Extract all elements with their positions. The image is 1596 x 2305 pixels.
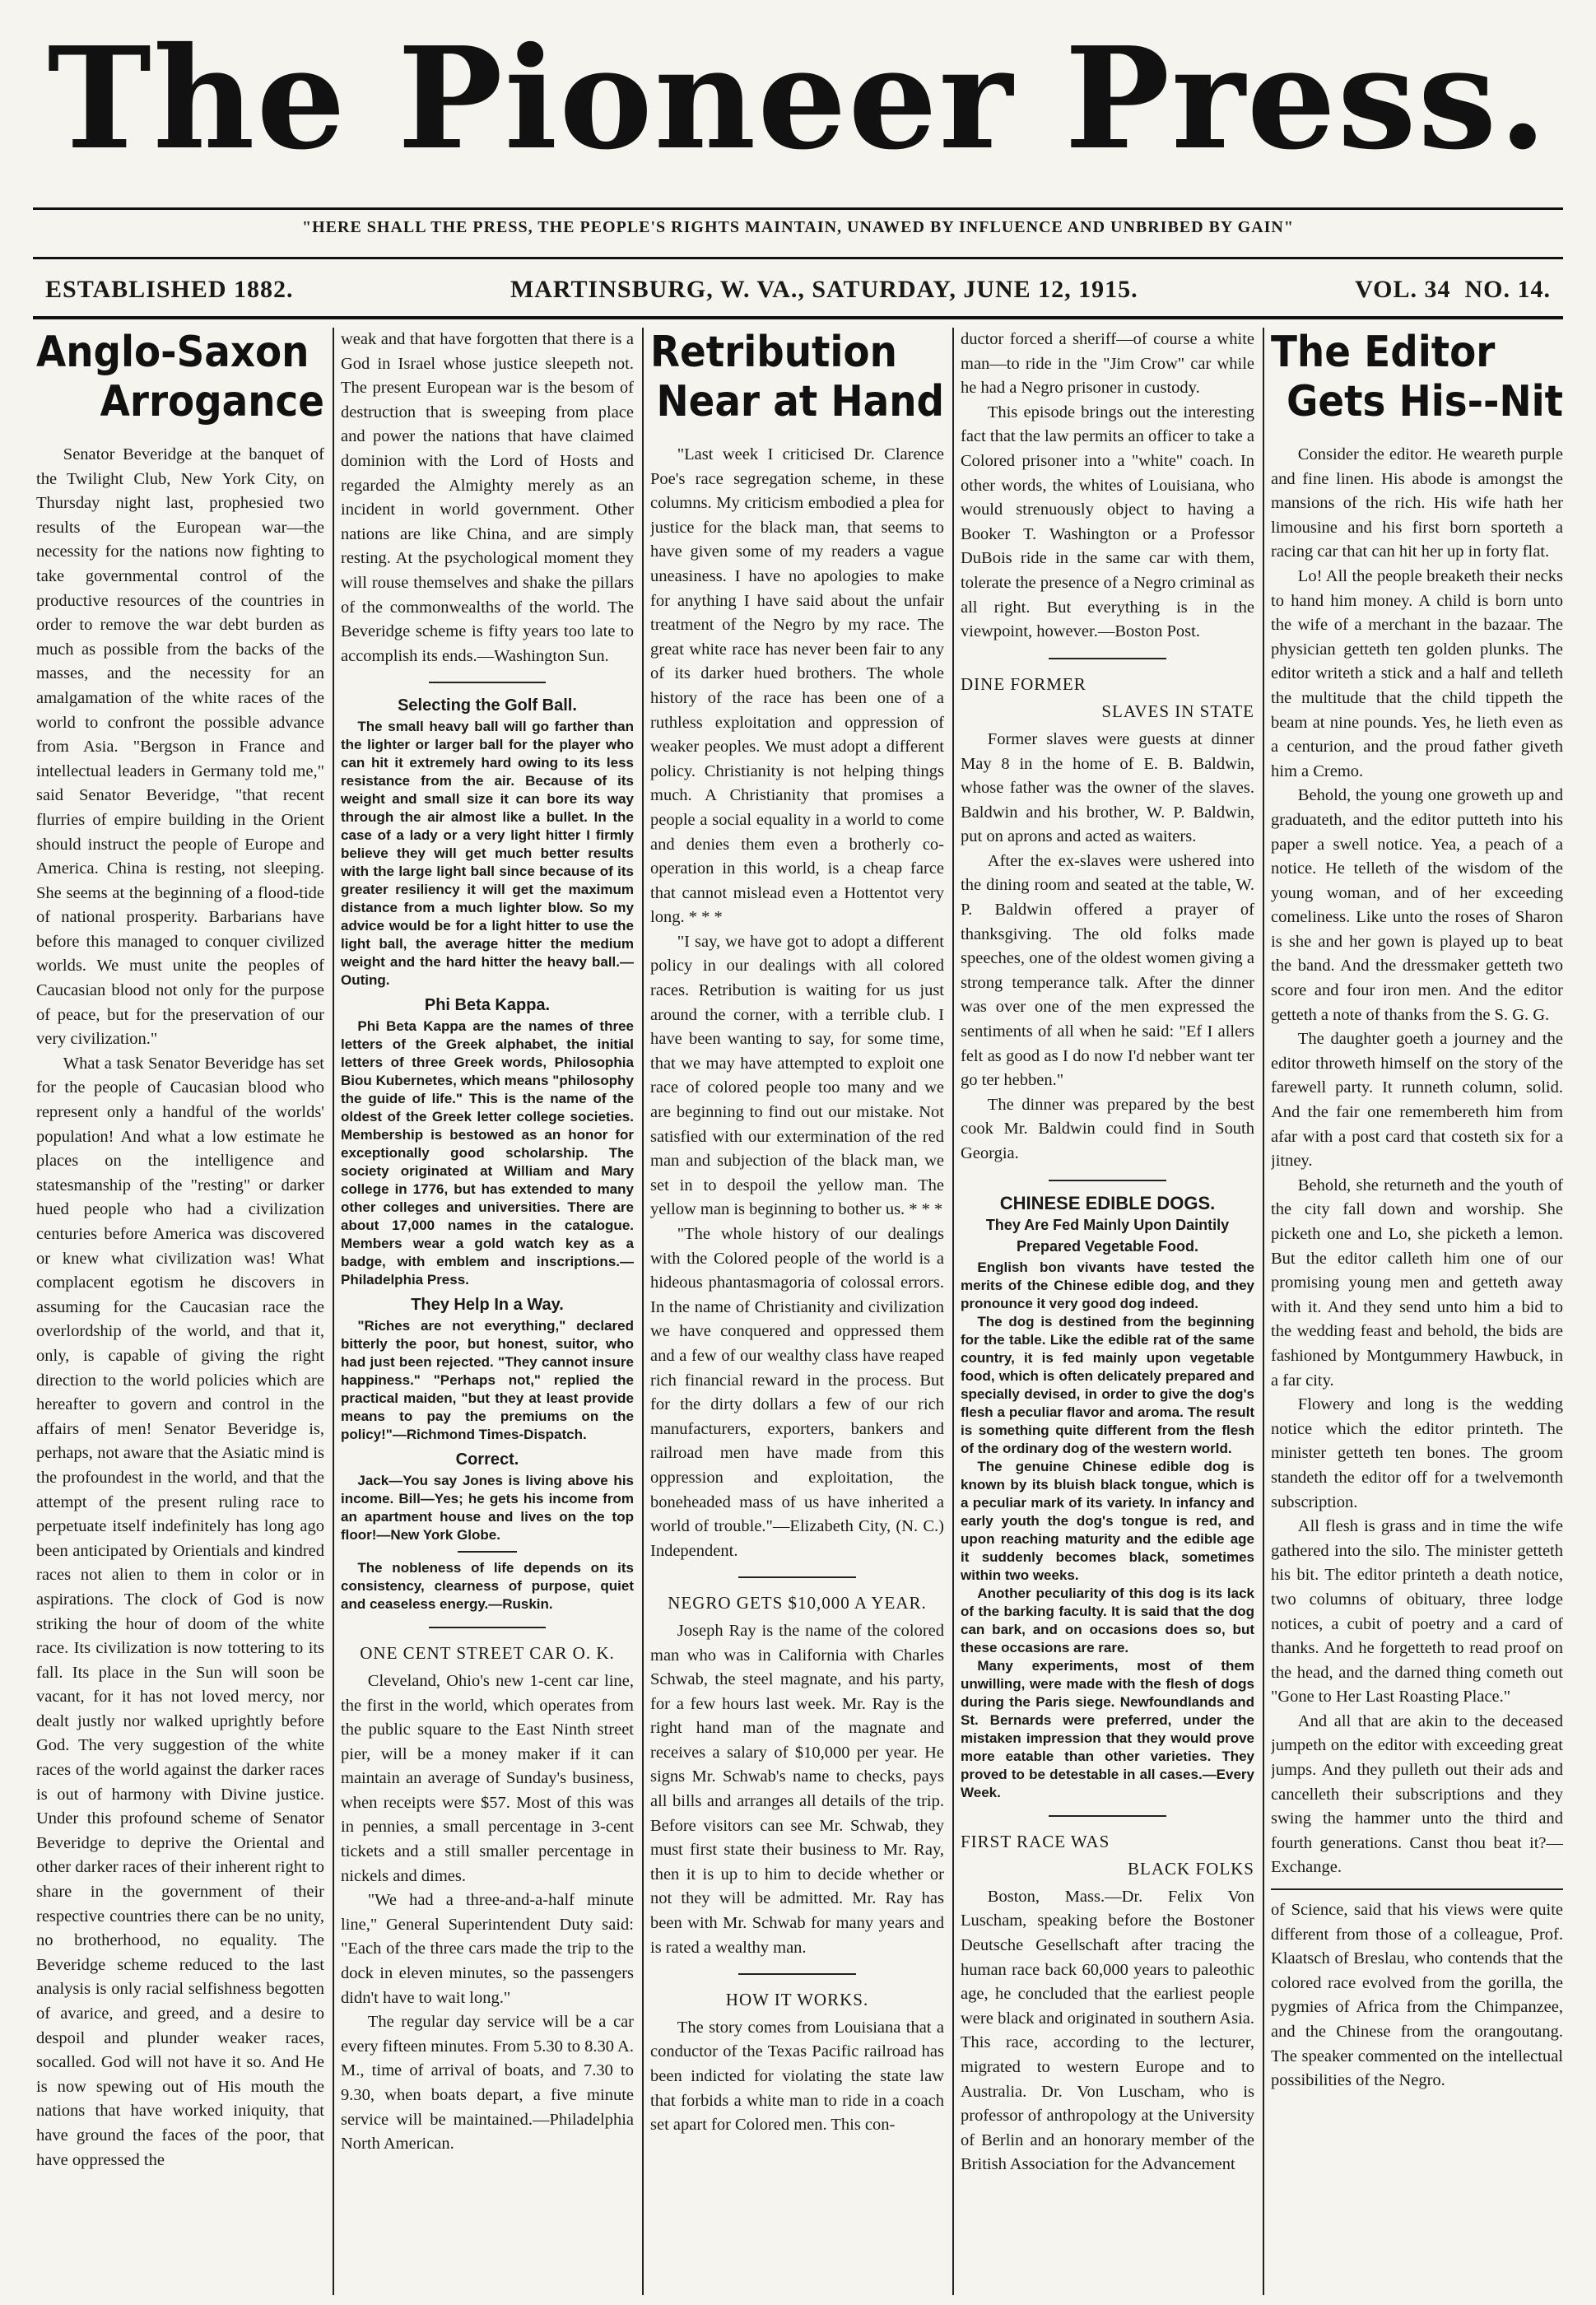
dogs-subtitle-line1: They Are Fed Mainly Upon Daintily [985, 1216, 1230, 1233]
article-paragraph: Senator Beveridge at the banquet of the Twilight Club, New York City, on Thursday night last, prophesied two results of the European war—the necessity for the nations now fighting to take governmental control of the productive resources of the countries in order to remove the war debt burden as much as possible from the backs of the masses, and the necessity for an amalgamation of the white races of the world to confront the possible advance from Asia. "Bergson in France and intellectual leaders in Germany told me," said Senator Beveridge, "that recent flurries of empire building in the Orient should instruct the people of Europe and America. China is resting, not sleeping. She seems at the beginning of a flood-tide of national prosperity. Barbarians have before this managed to conquer civilized worlds. We must unite the peoples of Caucasian blood not only for the purpose of peace, but for the preservation of our very civilization." [36, 445, 324, 1049]
article-paragraph: This episode brings out the interesting fact that the law permits an officer to take a Colored prisoner into a "white" coach. In other words, the whites of Louisiana, who would strenuously object to having a Booker T. Washington or a Professor DuBois ride in the same car with them, tolerate the presence of a Negro criminal as all right. But everything is in the viewpoint, however.—Boston Post. [961, 403, 1254, 641]
article-paragraph: Flowery and long is the wedding notice which the editor printeth. The minister getteth ten bones. The groom standeth the editor off for a twelvemonth subscription. [1271, 1395, 1563, 1511]
article-paragraph: And all that are akin to the deceased jumpeth on the editor with exceeding great jumps. And they pulleth out their ads and cancelleth their subscriptions and they swing the hammer unto the third and fourth generations. Canst thou beat it?—Exchange. [1271, 1711, 1563, 1877]
dogs-paragraph: English bon vivants have tested the merits of the Chinese edible dog, and they pronounce it very good dog indeed. [961, 1259, 1254, 1311]
article-paragraph: What a task Senator Beveridge has set for the people of Caucasian blood who represent only a handful of the worlds' population! And what a low estimate he places on the intelligence and statesmanship of the "resting" or darker hued people who had a civilization centuries before America was discovered or knew what civilization was! What complacent egotism he discovers in assuming for the Caucasian race the overlordship of the world, and that it, only, is capable of giving the right direction to the world policies which are hereafter to govern and control in the affairs of men! Senator Beveridge is, perhaps, not aware that the Asiatic mind is the profoundest in the world, and that the attempt of the present ruling race to perpetuate itself indefinitely has long ago been anticipated by Orientials and kindred races not alien to them in color or in aspirations. The clock of God is now striking the hour of doom of the white race. Its civilization is now tottering to its fall. Its place in the Sun will soon be vacant, for it has not loved mercy, nor dealt justly nor walked uprightly before God. The very suggestion of the white races of the world against the darker races is out of harmony with Divine justice. Under this profound scheme of Senator Beveridge to deprive the Oriental and other darker races of their inherent right to share in the government of their respective countries there can be no unity, no brotherhood, no equality. The Beveridge scheme reduced to the last analysis is only racial selfishness begotten of avarice, and greed, and a desire to despoil and plunder weaker races, socalled. God will not have it so. And He is now spewing out of His mouth the nations that have worked iniquity, that have ground the faces of the poor, that have oppressed the [36, 1054, 324, 2169]
article-paragraph: "I say, we have got to adopt a different policy in our dealings with all colored races. Retribution is waiting for us just around the corner, with a terrible club. I have been wanting to say, for some time, that we may have attempted to exploit one race of colored people too many and we are beginning to find out our mistake. Not satisfied with our extermination of the red man and subjection of the black man, we set in to despoil the yellow man. The yellow man is beginning to bother us. * * * [650, 932, 944, 1219]
dine-title-line2: SLAVES IN STATE [1101, 701, 1254, 722]
dine-title-line1: DINE FORMER [961, 673, 1086, 694]
article-paragraph: Former slaves were guests at dinner May 8 in the home of E. B. Baldwin, whose father was the owner of the slaves. Baldwin and his brother, W. P. Baldwin, put on aprons and acted as waiters. [961, 729, 1254, 846]
section-rule [738, 1973, 856, 1975]
newspaper-title: The Pioneer Press. [47, 16, 1549, 181]
correct-title: Correct. [455, 1451, 519, 1469]
section-rule [429, 1627, 546, 1628]
section-rule [1271, 1888, 1563, 1890]
column-4 [961, 328, 1254, 2287]
section-rule [738, 1576, 856, 1578]
dogs-title: CHINESE EDIBLE DOGS. [999, 1192, 1216, 1213]
street-car-title: ONE CENT STREET CAR O. K. [360, 1643, 615, 1664]
article-paragraph: Boston, Mass.—Dr. Felix Von Luscham, speaking before the Bostoner Deutsche Gesellschaft after tracing the human race back 60,000 years to paleothic age, he concluded that the earliest people were black and originated in southern Asia. This race, according to the lecturer, migrated to western Europe and to Australia. Dr. Von Luscham, who is professor of anthropology at the University of Berlin and an honorary member of the British Association for the Advancement [961, 1887, 1254, 2174]
column-divider [642, 328, 644, 2295]
correct-text: Jack—You say Jones is living above his income. Bill—Yes; he gets his income from an apartment house and lives on the top floor!—New York Globe. [341, 1473, 634, 1544]
golf-item [341, 696, 634, 1614]
volume: VOL. 34 [1355, 276, 1451, 303]
pbk-text: Phi Beta Kappa are the names of three letters of the Greek alphabet, the initial letters of three Greek words, Philosophia Biou Kubernetes, which means "philosophy the guide of life." This is the name of the oldest of the Greek letter college societies. Membership is bestowed as an honor for exceptionally good scholarship. The society originated at William and Mary college in 1776, but has extended to many other colleges and universities. There are about 17,000 names in the catalogue. Members wear a gold watch key as a badge, with emblem and inscriptions.—Philadelphia Press. [341, 1018, 634, 1288]
column-2 [341, 328, 634, 2287]
article-paragraph: Joseph Ray is the name of the colored man who was in California with Charles Schwab, the steel magnate, and his party, for a few hours last week. Mr. Ray is the right hand man of the magnate and receives a salary of $10,000 per year. He signs Mr. Schwab's name to checks, pays all bills and arranges all details of the trip. Before visitors can see Mr. Schwab, they must first state their business to Mr. Ray, then it is up to him to decide whether or not they will be admitted. Mr. Ray has been with Mr. Schwab for many years and is rated a wealthy man. [650, 1621, 944, 1957]
column-3 [650, 328, 944, 2287]
golf-text: The small heavy ball will go farther than the lighter or larger ball for the player who can hit it extremely hard owing to its less resistance from the air. Because of its weight and small size it can bore its way through the air almost like a bullet. In the case of a lady or a very light hitter I firmly believe they will get much better results with the large light ball since because of its greater resiliency it will get the maximum distance from a much lighter blow. So my advice would be for a light hitter to use the light ball, the average hitter the medium weight and the hard hitter the heavy ball.—Outing. [341, 719, 634, 989]
headline-gets-his-nit: Gets His--Nit [1286, 377, 1563, 426]
section-rule [429, 682, 546, 683]
dateline [45, 272, 1551, 308]
headline-retribution: Retribution [650, 328, 897, 377]
how-it-works-title: HOW IT WORKS. [725, 1990, 869, 2010]
race-title-line1: FIRST RACE WAS [961, 1831, 1110, 1851]
article-continuation: ductor forced a sheriff—of course a white man—to ride in the "Jim Crow" car while he had a Negro prisoner in custody. [961, 330, 1254, 398]
race-title-line2: BLACK FOLKS [1128, 1859, 1254, 1879]
article-paragraph: "We had a three-and-a-half minute line," General Superintendent Duty said: "Each of the three cars made the trip to the dock in eleven minutes, so the passengers didn't have to wait long." [341, 1891, 634, 2007]
dogs-paragraph: Many experiments, most of them unwilling, were made with the flesh of dogs during the Paris siege. Newfoundlands and St. Bernards were preferred, under the mistaken impression that they would prove more eatable than other varieties. They proved to be detestable in all cases.—Every Week. [961, 1657, 1254, 1800]
place-date: MARTINSBURG, W. VA., SATURDAY, JUNE 12, 1915. [510, 276, 1138, 303]
dogs-subtitle-line2: Prepared Vegetable Food. [1016, 1237, 1199, 1255]
article-paragraph: Cleveland, Ohio's new 1-cent car line, the first in the world, which operates from the public square to the East Ninth street pier, will be a money maker if it can maintain an average of Sunday's business, when receipts were $57. Most of this was in pennies, a small percentage in 3-cent tickets and a still smaller percentage in nickels and dimes. [341, 1671, 634, 1885]
column-5 [1271, 328, 1563, 2287]
article-continuation: of Science, said that his views were quite different from those of a colleague, Prof. Klaatsch of Breslau, who contends that the colored race evolved from the gorilla, the pygmies of Africa from the Chimpanzee, and the Chinese from the orangoutang. The speaker commented on the intellectual possibilities of the Negro. [1271, 1901, 1563, 2090]
headline-near-at-hand: Near at Hand [656, 377, 944, 426]
dogs-paragraph: The genuine Chinese edible dog is known by its bluish black tongue, which is a peculiar mark of its variety. In infancy and early youth the dog's tongue is red, and upon reaching maturity and the edible age it suddenly becomes black, sometimes within two weeks. [961, 1458, 1254, 1583]
article-paragraph: "The whole history of our dealings with the Colored people of the world is a hideous phantasmagoria of colossal errors. In the name of Christianity and civilization we have conquered and oppressed them and a few of our wealthy class have reaped rich financial reward in the process. But for the dirty dollars a few of our rich manufacturers, exporters, bankers and railroad men have made from this oppression and exploitation, the boneheaded mass of us have inherited a world of trouble."—Elizabeth City, (N. C.) Independent. [650, 1225, 944, 1560]
ruskin-text: The nobleness of life depends on its consistency, clearness of purpose, quiet and ceaseless energy.—Ruskin. [341, 1560, 634, 1613]
headline-arrogance: Arrogance [100, 377, 324, 426]
help-title: They Help In a Way. [411, 1296, 564, 1315]
section-rule [458, 1551, 516, 1553]
motto-rule [33, 257, 1563, 259]
headline-anglo-saxon: Anglo-Saxon [36, 328, 309, 377]
masthead-rule [33, 207, 1563, 210]
column-divider [1263, 328, 1264, 2295]
dateline-rule [33, 316, 1563, 319]
headline-the-editor: The Editor [1271, 328, 1496, 377]
article-paragraph: After the ex-slaves were ushered into the dining room and seated at the table, W. P. Baldwin offered a prayer of thanksgiving. The old folks made speeches, one of the oldest women giving a strong temperance talk. After the dinner was over one of the men expressed the sentiments of all when he said: "Ef I allers felt as good as I do now I'd nebber want ter go ter hebben." [961, 851, 1254, 1090]
article-paragraph: The daughter goeth a journey and the editor throweth himself on the story of the farewell party. It runneth column, solid. And the fair one remembereth him from afar with a post card that costeth six for a jitney. [1271, 1030, 1563, 1171]
section-rule [1049, 658, 1166, 659]
article-paragraph: Lo! All the people breaketh their necks to hand him money. A child is born unto the wife of a merchant in the bazaar. The physician getteth ten golden plunks. The editor writeth a stick and a half and telleth the multitude that the child tippeth the beam at nine pounds. Yes, he lieth even as a centurion, and the proud father giveth him a Cremo. [1271, 566, 1563, 780]
dogs-paragraph: Another peculiarity of this dog is its lack of the barking faculty. It is said that the dog can bark, and on occasions does so, but these occasions are rare. [961, 1585, 1254, 1655]
article-paragraph: The dinner was prepared by the best cook Mr. Baldwin could find in South Georgia. [961, 1095, 1254, 1162]
article-paragraph: "Last week I criticised Dr. Clarence Poe's race segregation scheme, in these columns. My criticism embodied a plea for justice for the black man, that seems to have given some of my readers a vague uneasiness. I have no apologies to make for anything I have said about the unfair treatment of the Negro by my race. The great white race has never been fair to any of its darker hued brothers. The whole history of the race has been one of a ruthless exploitation and oppression of weaker peoples. We must adopt a different policy. Christianity is not helping things much. A Christianity that promises a people a social equality in a world to come and denies them even a brotherly co-operation in this world, is a cheap farce that cannot mislead even a Hottentot very long. * * * [650, 445, 944, 927]
column-divider [333, 328, 334, 2295]
article-paragraph: The story comes from Louisiana that a conductor of the Texas Pacific railroad has been indicted for violating the state law that forbids a white man to ride in a coach set apart for Colored men. This con- [650, 2018, 944, 2135]
article-continuation: weak and that have forgotten that there is a God in Israel whose justice sleepeth not. The present European war is the besom of destruction that is sweeping from place and power the nations that have claimed dominion with the Lord of Hosts and regarded the Almighty merely as an incident in world government. Other nations are like China, and are simply resting. At the psychological moment they will rouse themselves and shake the pillars of the commonwealths of the world. The Beveridge scheme is fifty years too late to accomplish its ends.—Washington Sun. [341, 330, 634, 665]
volume-number [1355, 276, 1551, 304]
golf-title: Selecting the Golf Ball. [398, 696, 577, 715]
section-rule [1049, 1180, 1166, 1181]
article-paragraph: The regular day service will be a car every fifteen minutes. From 5.30 to 8.30 A. M., time of arrival of boats, and 7.30 to 9.30, when boats depart, a five minute service will be maintained.—Philadelphia North American. [341, 2013, 634, 2154]
article-paragraph: Behold, the young one groweth up and graduateth, and the editor putteth into his paper a swell notice. Yea, a peach of a notice. He telleth of the wisdom of the young woman, and of her exceeding comeliness. Like unto the roses of Sharon is she and her gown is played up to beat the band. And the dressmaker getteth two score and four iron men. And the editor getteth a note of thanks from the S. G. G. [1271, 786, 1563, 1024]
dogs-paragraph: The dog is destined from the beginning for the table. Like the edible rat of the same country, it is fed mainly upon vegetable food, which is often delicately prepared and specially devised, in order to give the dog's flesh a peculiar flavor and aroma. The result is something quite different from the flesh of the ordinary dog of the western world. [961, 1313, 1254, 1456]
established: ESTABLISHED 1882. [45, 276, 294, 303]
dogs-item [961, 1194, 1254, 1802]
pbk-title: Phi Beta Kappa. [424, 996, 551, 1015]
section-rule [1049, 1815, 1166, 1817]
article-paragraph: Behold, she returneth and the youth of the city fall down and worship. She picketh one and Lo, she picketh a lemon. But the editor calleth him one of our promising young men and getteth away with it. And they send unto him a bid to the wedding feast and behold, the bids are fashioned by Montgummery Hawbuck, in a far city. [1271, 1176, 1563, 1390]
article-paragraph: All flesh is grass and in time the wife gathered into the silo. The minister getteth his bit. The editor printeth a death notice, two columns of obituary, three lodge notices, a cubit of poetry and a card of thanks. And he forgetteth to read proof on the head, and the darned thing cometh out "Gone to Her Last Roasting Place." [1271, 1517, 1563, 1707]
motto: "HERE SHALL THE PRESS, THE PEOPLE'S RIGHTS MAINTAIN, UNAWED BY INFLUENCE AND UNBRIBED BY GAIN" [302, 218, 1294, 236]
issue-number: NO. 14. [1464, 276, 1551, 303]
article-paragraph: Consider the editor. He weareth purple and fine linen. His abode is amongst the mansions of the rich. His wife hath her limousine and his first born sporteth a racing car that can hit her up in forty flat. [1271, 445, 1563, 561]
column-divider [952, 328, 954, 2295]
column-1 [36, 328, 324, 2287]
help-text: "Riches are not everything," declared bitterly the poor, but honest, suitor, who had just been rejected. "They cannot insure happiness." "Perhaps not," replied the practical maiden, "but they at least provide means to pay the premiums on the policy!"—Richmond Times-Dispatch. [341, 1318, 634, 1443]
masthead [0, 16, 1596, 181]
negro-gets-title: NEGRO GETS $10,000 A YEAR. [668, 1593, 927, 1614]
